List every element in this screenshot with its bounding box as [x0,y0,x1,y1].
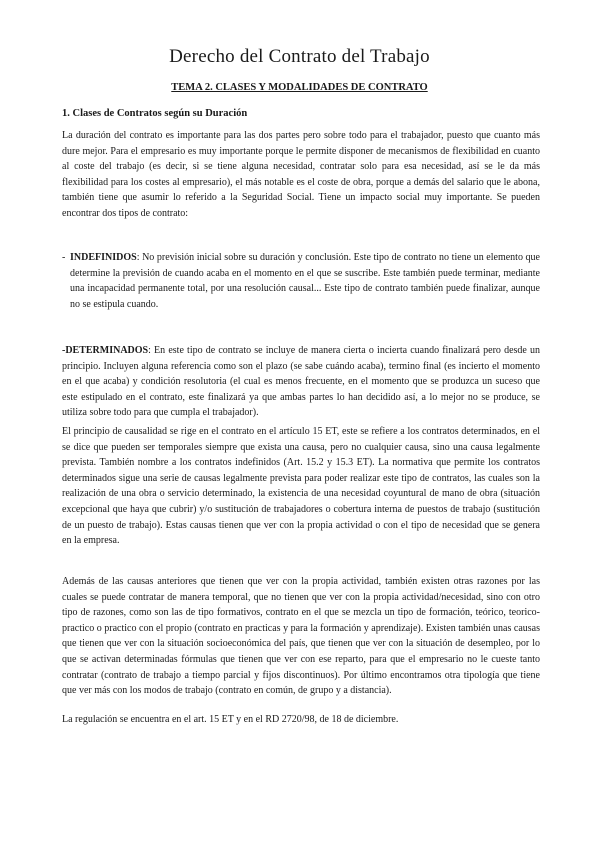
section-heading: 1. Clases de Contratos según su Duración [62,108,248,119]
determinados-paragraph [62,343,540,421]
document-subtitle: TEMA 2. CLASES Y MODALIDADES DE CONTRATO [171,82,428,93]
indefinidos-text: : No previsión inicial sobre su duración y conclusión. Este tipo de contrato no tiene un elemento que determine la previsión de cuando acaba en el momento en el que se suscribe. Este también puede terminar, mediante una incapacidad permanente total, por una resolución causal... Este tipo de contrato también puede finalizar, aunque no se estipula cuando. [70,252,540,310]
list-bullet: - [62,252,66,263]
regulacion-paragraph: La regulación se encuentra en el art. 15 ET y en el RD 2720/98, de 18 de diciembre. [62,714,399,725]
indefinidos-label: INDEFINIDOS [70,252,137,263]
intro-paragraph: La duración del contrato es importante para las dos partes pero sobre todo para el trabajador, puesto que cuanto más dure mejor. Para el empresario es muy importante porque le permite disponer de mecanismos de flexibilidad en cuanto al coste del trabajo (es decir, si se tiene alguna necesidad, contratar solo para esa necesidad, así se le da más flexibilidad para los costes al empresario), el más notable es el coste de obra, porque a demás del salario que le abona, también tiene que asumir lo referido a la Seguridad Social. Tiene un impacto social muy importante. Se pueden encontrar dos tipos de contrato: [62,130,540,219]
document-title: Derecho del Contrato del Trabajo [169,46,430,67]
determinados-text: : En este tipo de contrato se incluye de manera cierta o incierta cuando finalizará pero desde un principio. Incluyen alguna referencia como son el plazo (se sabe cuándo acaba), termino final (es incierto el momento en el que acaba) y condición resolutoria (el cual es menos frecuente, en el momento que se produzca un suceso que este estipulado en el contrato, este finalizará ya que ambas partes lo han decidido así, a lo mejor no se produce, se utiliza sobre todo para que cumpla el trabajador). [62,345,540,419]
causalidad-paragraph: El principio de causalidad se rige en el contrato en el artículo 15 ET, este se refiere a los contratos determinados, en el se dice que pueden ser temporales siempre que exista una causa, pero no cualquier causa, sino una causa legalmente prevista. También nombre a los contratos indefinidos (Art. 15.2 y 15.3 ET). La normativa que permite los contratos determinados sigue una serie de causas legalmente prevista para poder realizar este tipo de contratos, las cuales son la realización de una obra o servicio determinado, la existencia de una necesidad coyuntural de mano de obra (situación excepcional que haya que cubrir) y/o sustitución de trabajadores o cobertura interna de puestos de trabajo (sustitución de un puesto de trabajo). Estas causas tienen que ver con la propia actividad o con el tipo de necesidad que se genera en la empresa. [62,426,540,547]
determinados-label: -DETERMINADOS [62,345,149,356]
otras-razones-paragraph: Además de las causas anteriores que tienen que ver con la propia actividad, también existen otras razones por las cuales se puede contratar de manera temporal, que no tienen que ver con la propia actividad/necesidad, sino con otro tipo de razones, como son las de tipo formativos, contrato en el que se mezcla un tipo de formación, teórico, teorico-practico o practico con el propio (contrato en practicas y para la formación y aprendizaje). Existen también unas causas que tienen que ver con la situación socioeconómica del país, que tienen que ver con la situación de desempleo, por lo que se activan determinadas fórmulas que tienen que ver con ese reparto, para que el empresario no le cueste tanto contratar (contrato de trabajo a tiempo parcial y fijos discontinuos). Por último encontramos otra tipología que tiene que ver más con los modos de trabajo (contrato en común, de grupo y a distancia). [62,576,540,697]
indefinidos-paragraph [62,250,540,312]
